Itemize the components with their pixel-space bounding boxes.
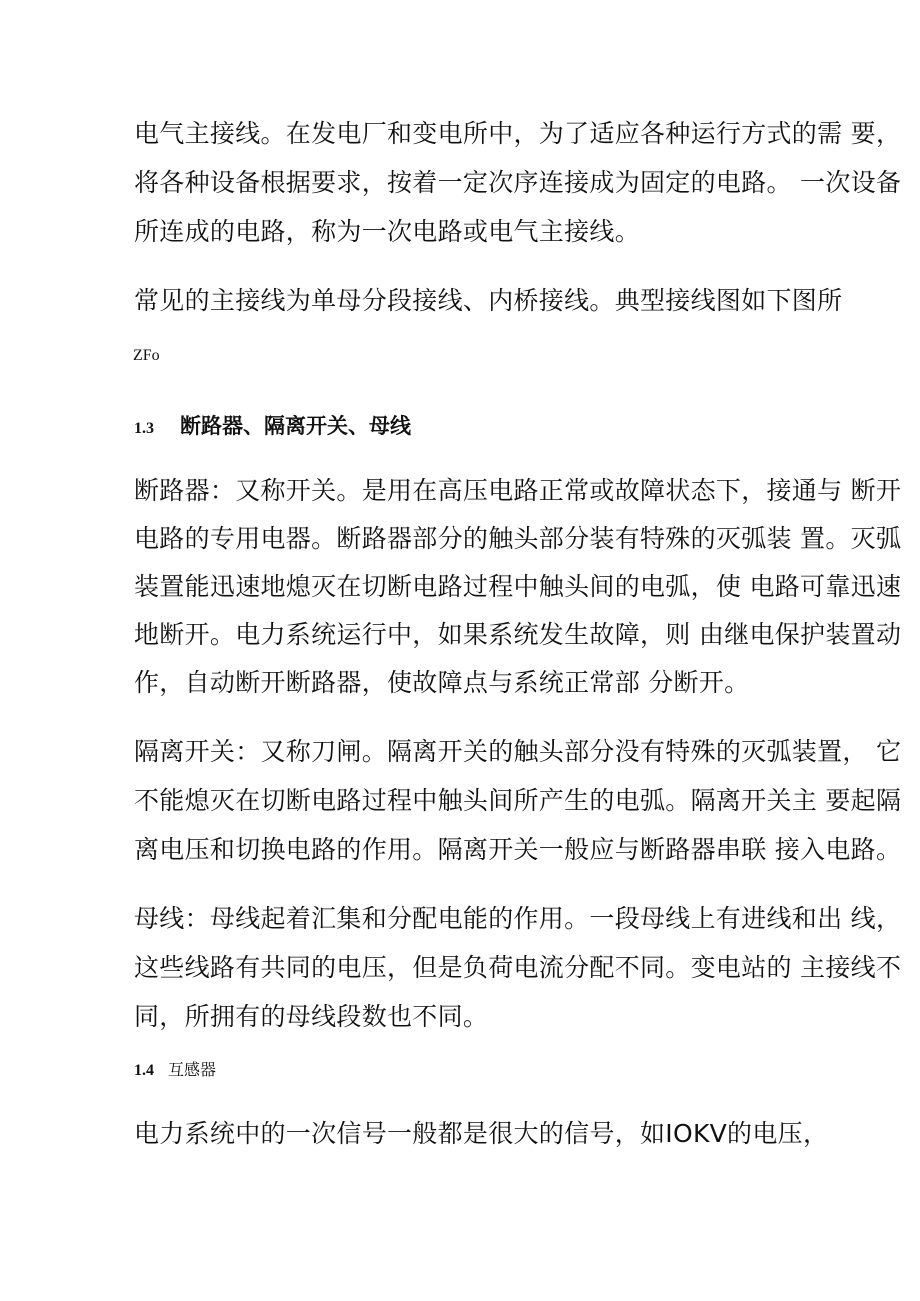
transformer-line: 电力系统中的一次信号一般都是很大的信号，如IOKV的电压，	[134, 1119, 829, 1148]
section-title: 断路器、隔离开关、母线	[180, 414, 411, 438]
bus-line-1: 母线：母线起着汇集和分配电能的作用。一段母线上有进线和出 线，	[134, 904, 902, 933]
section-title: 互感器	[168, 1060, 217, 1079]
bus-line-3: 同，所拥有的母线段数也不同。	[134, 1002, 489, 1031]
intro-line-2: 将各种设备根据要求，按着一定次序连接成为固定的电路。 一次设备	[134, 168, 902, 197]
section-heading-1-3	[134, 410, 411, 440]
breaker-line-1: 断路器：又称开关。是用在高压电路正常或故障状态下，接通与 断开	[134, 476, 902, 505]
common-wiring-line: 常见的主接线为单母分段接线、内桥接线。典型接线图如下图所	[134, 286, 843, 315]
breaker-line-4: 地断开。电力系统运行中，如果系统发生故障，则 由继电保护装置动	[134, 620, 902, 649]
switch-line-1: 隔离开关：又称刀闸。隔离开关的触头部分没有特殊的灭弧装置， 它	[134, 737, 902, 766]
section-number: 1.4	[134, 1062, 154, 1079]
section-number: 1.3	[134, 420, 154, 437]
bus-line-2: 这些线路有共同的电压，但是负荷电流分配不同。变电站的 主接线不	[134, 953, 902, 982]
section-heading-1-4	[134, 1057, 216, 1080]
switch-line-2: 不能熄灭在切断电路过程中触头间所产生的电弧。隔离开关主 要起隔	[134, 786, 902, 815]
intro-line-3: 所连成的电路，称为一次电路或电气主接线。	[134, 217, 641, 246]
breaker-line-5: 作，自动断开断路器，使故障点与系统正常部 分断开。	[134, 668, 750, 697]
breaker-line-2: 电路的专用电器。断路器部分的触头部分装有特殊的灭弧装 置。灭弧	[134, 524, 902, 553]
figure-reference: ZFo	[133, 347, 160, 364]
breaker-line-3: 装置能迅速地熄灭在切断电路过程中触头间的电弧，使 电路可靠迅速	[134, 572, 902, 601]
intro-line-1: 电气主接线。在发电厂和变电所中，为了适应各种运行方式的需 要，	[134, 119, 902, 148]
switch-line-3: 离电压和切换电路的作用。隔离开关一般应与断路器串联 接入电路。	[134, 835, 902, 864]
